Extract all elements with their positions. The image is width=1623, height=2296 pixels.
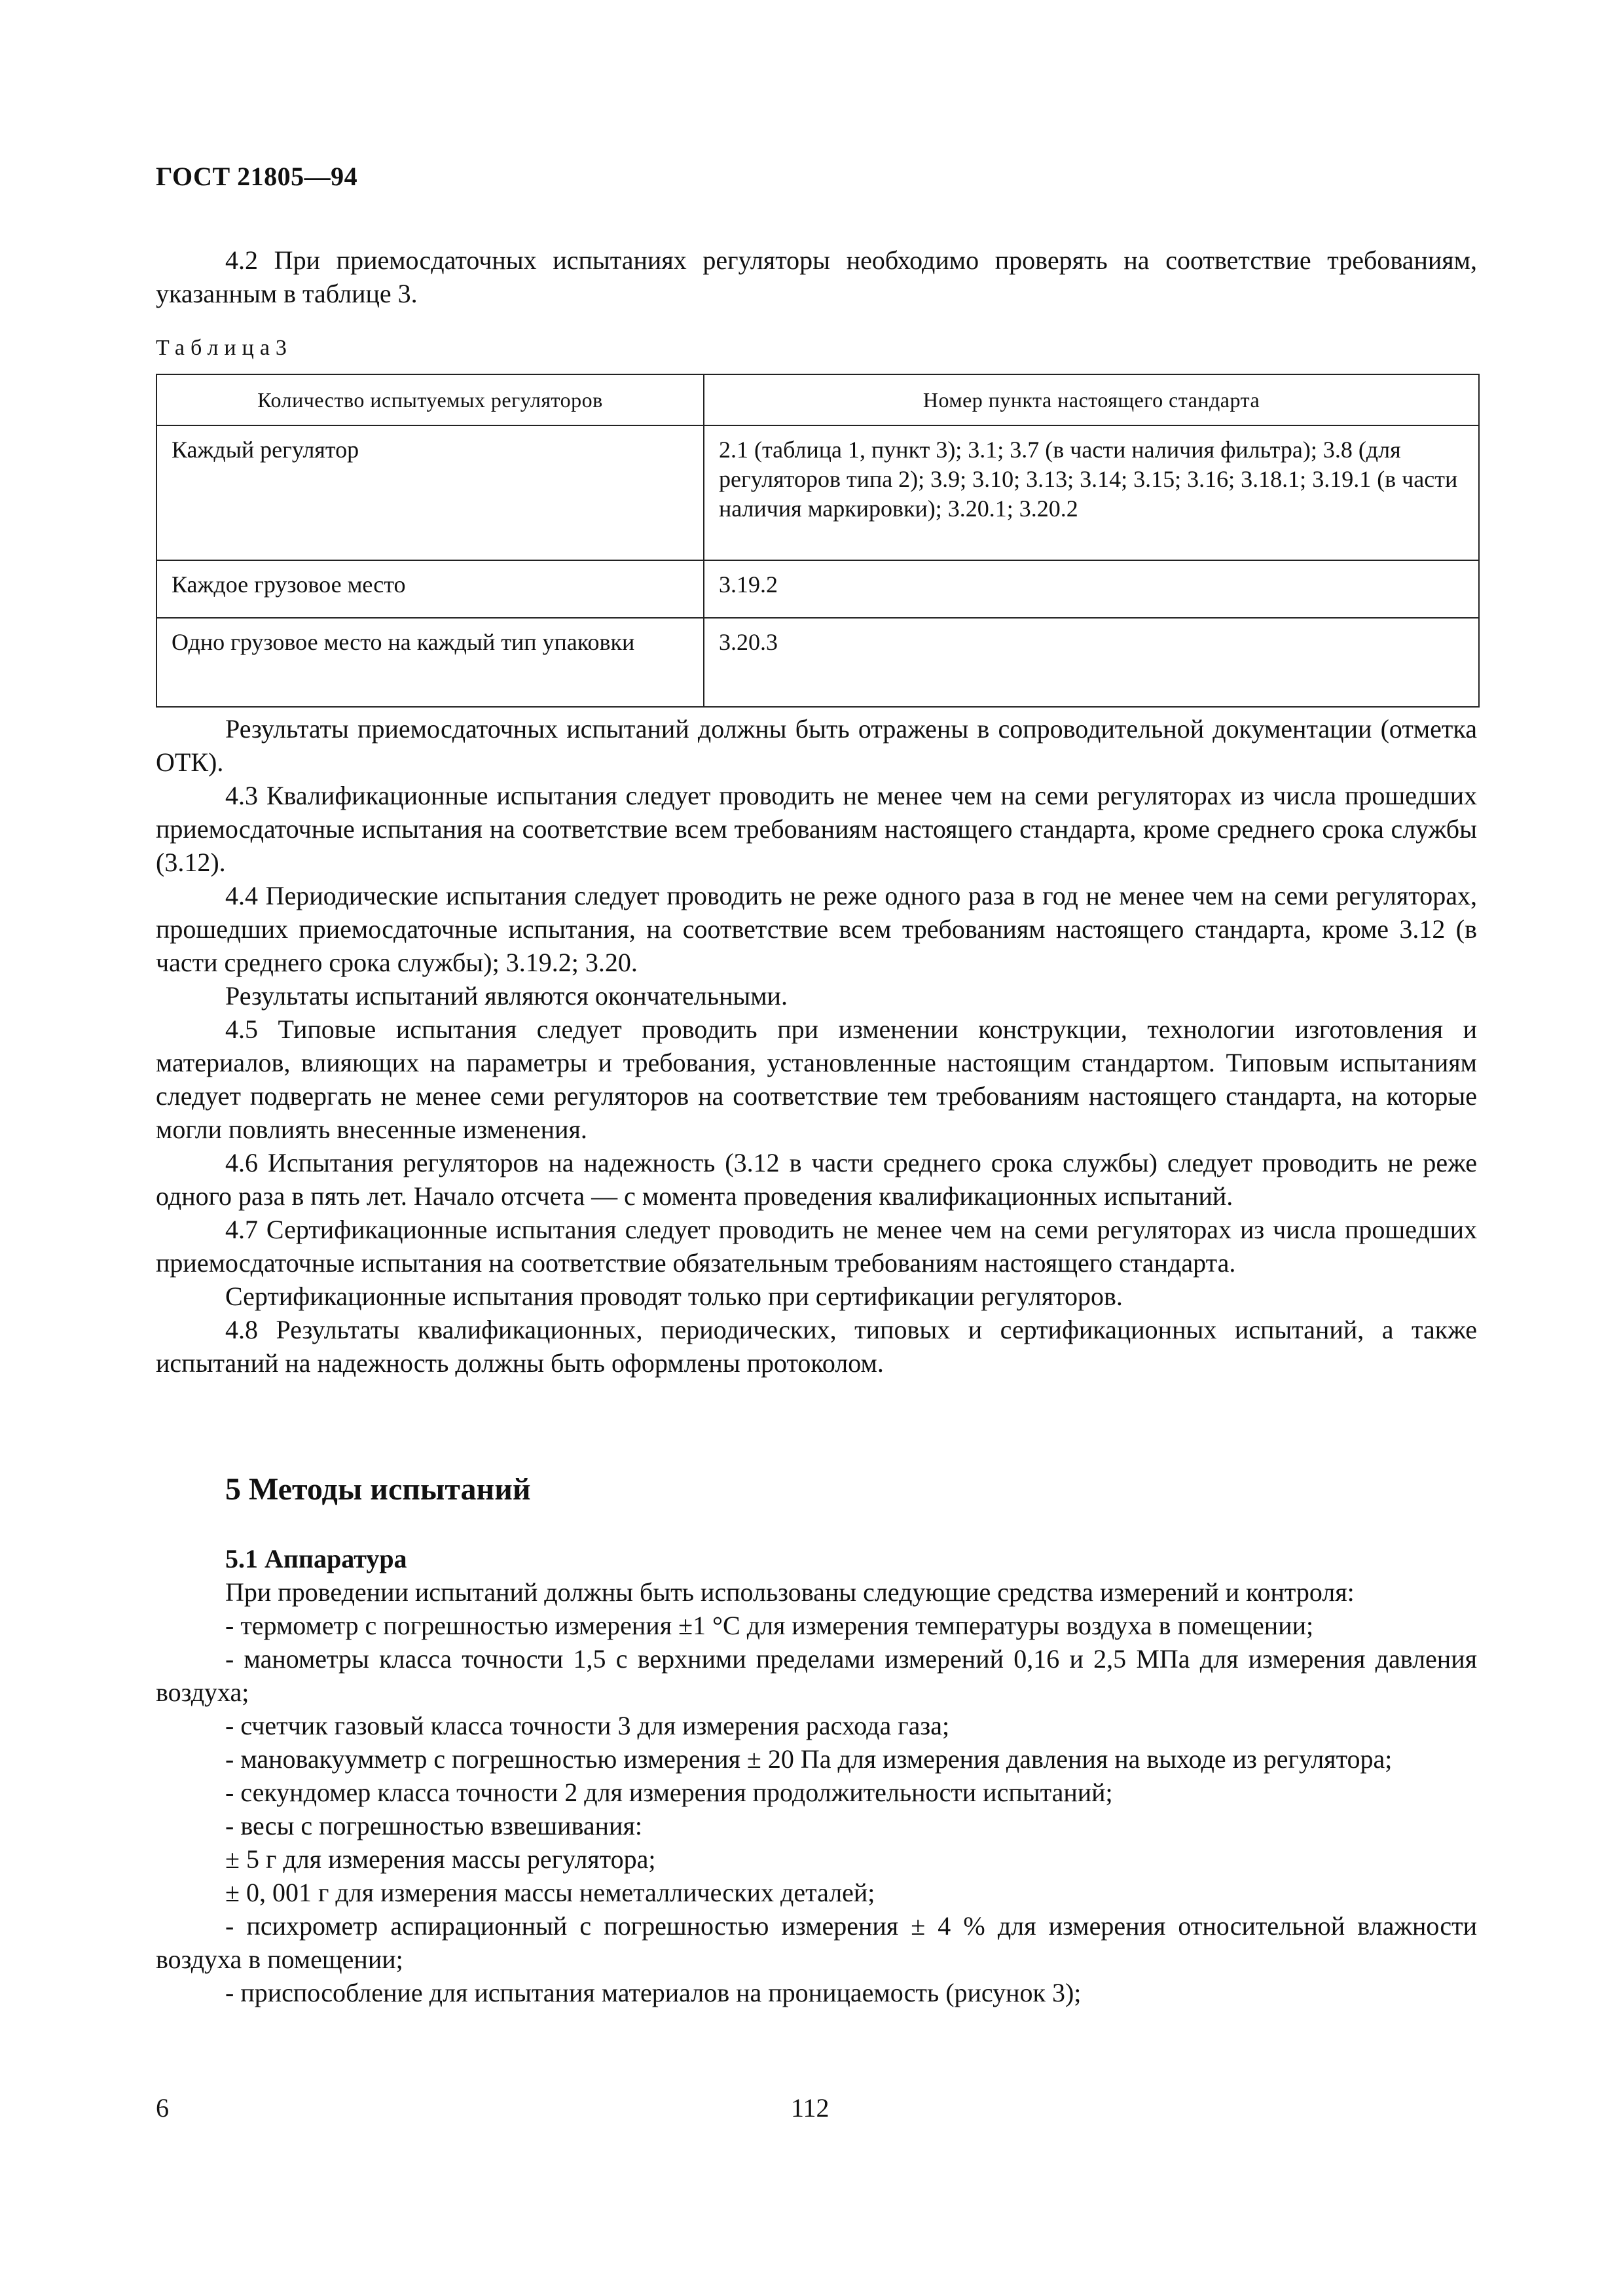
paragraph: 4.2 При приемосдаточных испытаниях регуляторы необходимо проверять на соответствие требованиям, указанным в таблице 3. xyxy=(156,245,1477,308)
paragraph: Сертификационные испытания проводят только при сертификации регуляторов. xyxy=(225,1282,1123,1311)
section-title: 5 Методы испытаний xyxy=(225,1472,531,1507)
list-item: - термометр с погрешностью измерения ±1 °С для измерения температуры воздуха в помещении; xyxy=(225,1611,1314,1640)
paragraph: 4.6 Испытания регуляторов на надежность (3.12 в части среднего срока службы) следует проводить не реже одного раза в пять лет. Начало отсчета — с момента проведения квалификационных испытаний. xyxy=(156,1148,1477,1211)
table-caption: Таблица3 xyxy=(156,336,293,360)
table-row xyxy=(156,560,1479,618)
page-number-center: 112 xyxy=(791,2093,830,2123)
list-item: - психрометр аспирационный с погрешностью измерения ± 4 % для измерения относительной влажности воздуха в помещении; xyxy=(156,1911,1477,1974)
subsection-title: 5.1 Аппаратура xyxy=(225,1544,407,1573)
document-header: ГОСТ 21805—94 xyxy=(156,162,358,191)
paragraph: Результаты приемосдаточных испытаний должны быть отражены в сопроводительной документации (отметка ОТК). xyxy=(156,714,1477,777)
list-item: - мановакуумметр с погрешностью измерения ± 20 Па для измерения давления на выходе из регулятора; xyxy=(225,1744,1393,1774)
paragraph: 4.4 Периодические испытания следует проводить не реже одного раза в год не менее чем на семи регуляторах, прошедших приемосдаточные испытания, на соответствие всем требованиям настоящего стандарта, кроме 3.12 (в части среднего срока службы); 3.19.2; 3.20. xyxy=(156,881,1477,977)
list-item: ± 5 г для измерения массы регулятора; xyxy=(225,1844,656,1874)
paragraph: 4.8 Результаты квалификационных, периодических, типовых и сертификационных испытаний, а также испытаний на надежность должны быть оформлены протоколом. xyxy=(156,1315,1477,1378)
paragraph: Результаты испытаний являются окончательными. xyxy=(225,981,788,1011)
paragraph: 4.3 Квалификационные испытания следует проводить не менее чем на семи регуляторах из числа прошедших приемосдаточные испытания на соответствие всем требованиям настоящего стандарта, кроме среднего срока службы (3.12). xyxy=(156,781,1477,877)
paragraph: При проведении испытаний должны быть использованы следующие средства измерений и контроля: xyxy=(225,1577,1355,1607)
requirements-table xyxy=(156,374,1480,708)
table-cell-clauses: 3.20.3 xyxy=(704,618,1479,707)
list-item: - секундомер класса точности 2 для измерения продолжительности испытаний; xyxy=(225,1778,1113,1807)
page-number: 6 xyxy=(156,2093,169,2123)
list-item: - счетчик газовый класса точности 3 для измерения расхода газа; xyxy=(225,1711,950,1740)
list-item: - весы с погрешностью взвешивания: xyxy=(225,1811,642,1840)
intro-block xyxy=(156,243,1477,310)
list-item: ± 0, 001 г для измерения массы неметаллических деталей; xyxy=(225,1878,875,1907)
table-header-cell: Номер пункта настоящего стандарта xyxy=(704,374,1479,425)
table-cell-clauses: 2.1 (таблица 1, пункт 3); 3.1; 3.7 (в части наличия фильтра); 3.8 (для регуляторов типа 2); 3.9; 3.10; 3.13; 3.14; 3.15; 3.16; 3.18.1; 3.19.1 (в части наличия маркировки); 3.20.1; 3.20.2 xyxy=(704,425,1479,560)
table-row xyxy=(156,425,1479,560)
table-header-cell: Количество испытуемых регуляторов xyxy=(156,374,704,425)
table-cell-clauses: 3.19.2 xyxy=(704,560,1479,618)
table-cell-quantity: Каждый регулятор xyxy=(156,425,704,560)
list-item: - приспособление для испытания материалов на проницаемость (рисунок 3); xyxy=(225,1978,1082,2007)
methods-block xyxy=(156,1542,1477,2009)
list-item: - манометры класса точности 1,5 с верхними пределами измерений 0,16 и 2,5 МПа для измерения давления воздуха; xyxy=(156,1644,1477,1707)
table-cell-quantity: Одно грузовое место на каждый тип упаковки xyxy=(156,618,704,707)
results-block xyxy=(156,712,1477,1380)
paragraph: 4.7 Сертификационные испытания следует проводить не менее чем на семи регуляторах из числа прошедших приемосдаточные испытания на соответствие обязательным требованиям настоящего стандарта. xyxy=(156,1215,1477,1278)
table-row xyxy=(156,618,1479,707)
paragraph: 4.5 Типовые испытания следует проводить при изменении конструкции, технологии изготовления и материалов, влияющих на параметры и требования, установленные настоящим стандартом. Типовым испытаниям следует подвергать не менее семи регуляторов на соответствие тем требованиям настоящего стандарта, на которые могли повлиять внесенные изменения. xyxy=(156,1014,1477,1144)
table-header-row xyxy=(156,374,1479,425)
table-cell-quantity: Каждое грузовое место xyxy=(156,560,704,618)
